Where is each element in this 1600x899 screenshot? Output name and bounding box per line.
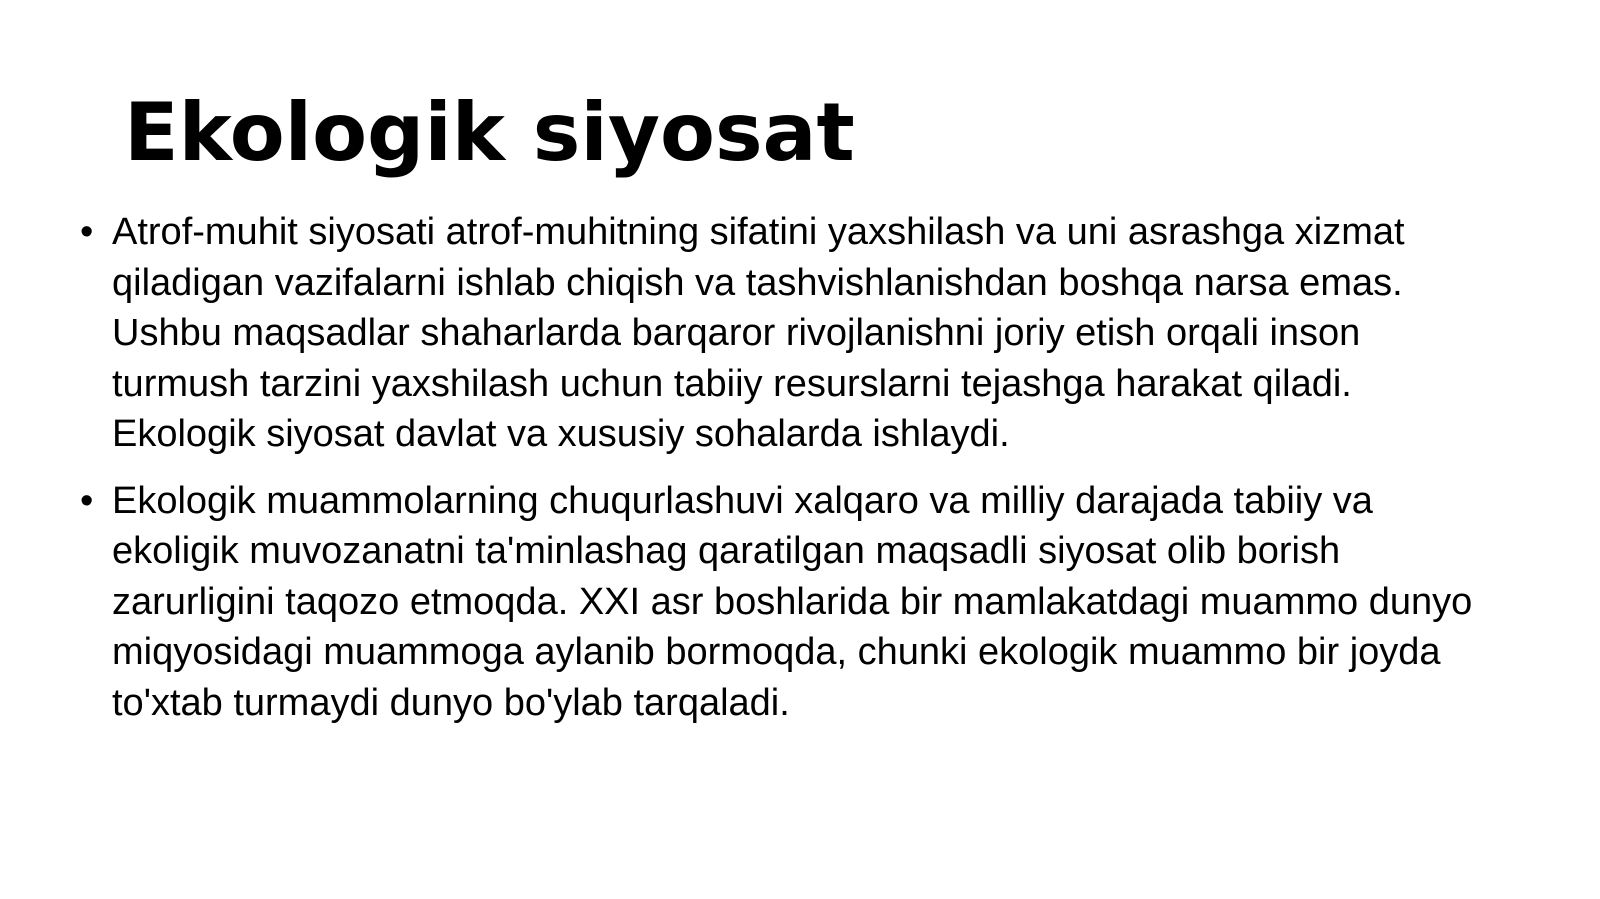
bullet-item [80, 207, 1480, 460]
bullet-text: Atrof-muhit siyosati atrof-muhitning sifatini yaxshilash va uni asrashga xizmat qiladigan vazifalarni ishlab chiqish va tashvishlanishdan boshqa narsa emas. Ushbu maqsadlar shaharlarda barqaror rivojlanishni joriy etish orqali inson turmush tarzini yaxshilash uchun tabiiy resurslarni tejashga harakat qiladi. Ekologik siyosat davlat va xususiy sohalarda ishlaydi. [112, 211, 1405, 455]
bullet-item [80, 476, 1480, 729]
slide-title: Ekologik siyosat [124, 86, 855, 179]
bullet-marker: • [80, 479, 94, 522]
bullet-text: Ekologik muammolarning chuqurlashuvi xalqaro va milliy darajada tabiiy va ekoligik muvozanatni ta'minlashag qaratilgan maqsadli siyosat olib borish zarurligini taqozo etmoqda. XXI asr boshlarida bir mamlakatdagi muammo dunyo miqyosidagi muammoga aylanib bormoqda, chunki ekologik muammo bir joyda to'xtab turmaydi dunyo bo'ylab tarqaladi. [112, 479, 1473, 724]
bullet-list [80, 207, 1480, 744]
bullet-marker: • [80, 211, 94, 253]
